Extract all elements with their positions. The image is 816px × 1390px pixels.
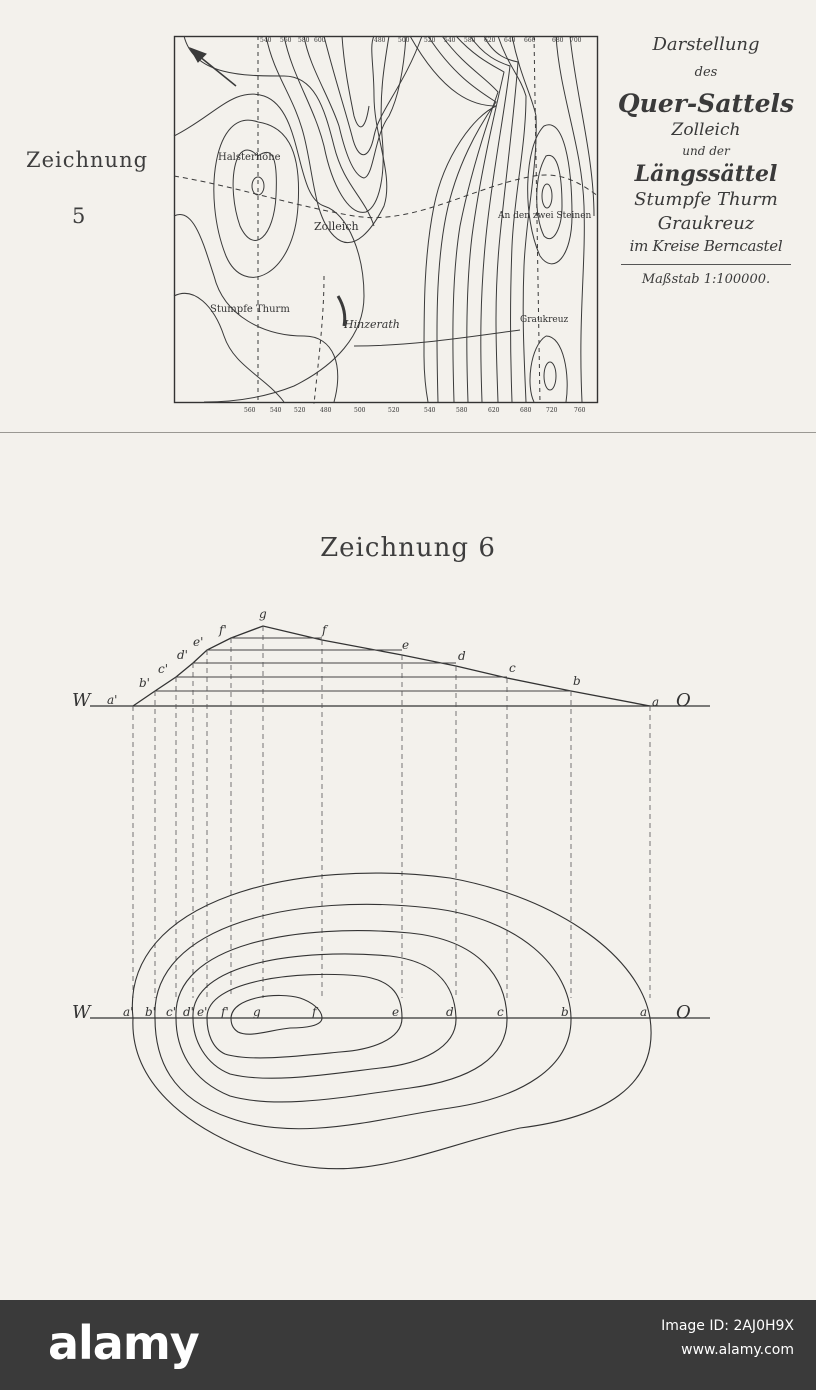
profile-point-label: f' bbox=[219, 623, 227, 637]
place-steinen: An den zwei Steinen bbox=[498, 211, 592, 221]
legend-line: Darstellung bbox=[652, 34, 760, 55]
image-id-text: Image ID: 2AJ0H9X bbox=[661, 1318, 794, 1334]
svg-text:560: 560 bbox=[244, 407, 256, 414]
legend-line: im Kreise Berncastel bbox=[629, 237, 783, 255]
profile-point-label: a bbox=[652, 695, 660, 709]
profile-point-label: e' bbox=[193, 635, 204, 649]
profile-point-label: b bbox=[573, 674, 581, 688]
contour-plan bbox=[132, 873, 651, 1169]
plan-point-label: c bbox=[497, 1005, 504, 1019]
svg-text:500: 500 bbox=[398, 37, 410, 44]
plan-point-label: e bbox=[392, 1005, 400, 1019]
plan-point-label: f bbox=[312, 1005, 317, 1019]
east-label: O bbox=[676, 1002, 691, 1023]
profile-point-label: f bbox=[322, 623, 327, 637]
svg-text:680: 680 bbox=[520, 407, 532, 414]
legend-line: Graukreuz bbox=[657, 213, 755, 234]
plan-point-label: d' bbox=[183, 1005, 194, 1019]
svg-text:480: 480 bbox=[374, 37, 386, 44]
svg-text:500: 500 bbox=[354, 407, 366, 414]
plan-point-label: b' bbox=[145, 1005, 156, 1019]
profile-point-label: e bbox=[402, 638, 410, 652]
svg-text:520: 520 bbox=[294, 407, 306, 414]
plan-point-label: d bbox=[446, 1005, 454, 1019]
contour-line bbox=[132, 873, 651, 1169]
place-graukreuz: Graukreuz bbox=[520, 315, 569, 325]
svg-text:580: 580 bbox=[456, 407, 468, 414]
svg-text:480: 480 bbox=[320, 407, 332, 414]
svg-text:580: 580 bbox=[298, 37, 310, 44]
legend-divider bbox=[621, 264, 791, 265]
plan-point-label: b bbox=[561, 1005, 569, 1019]
legend-line: des bbox=[694, 65, 718, 80]
profile-section bbox=[133, 626, 650, 706]
drawing5-label: Zeichnung bbox=[26, 148, 149, 172]
svg-text:580: 580 bbox=[464, 37, 476, 44]
profile-point-label: b' bbox=[139, 676, 150, 690]
svg-text:660: 660 bbox=[524, 37, 536, 44]
west-label: W bbox=[72, 690, 91, 711]
svg-text:700: 700 bbox=[570, 37, 582, 44]
profile-and-plan-drawing6 bbox=[0, 600, 816, 1290]
legend-title: Quer-Sattels bbox=[617, 89, 795, 118]
svg-text:520: 520 bbox=[424, 37, 436, 44]
profile-point-label: c' bbox=[158, 662, 169, 676]
west-label: W bbox=[72, 1002, 91, 1023]
svg-text:540: 540 bbox=[424, 407, 436, 414]
svg-text:620: 620 bbox=[484, 37, 496, 44]
svg-text:540: 540 bbox=[260, 37, 272, 44]
site-url: www.alamy.com bbox=[681, 1342, 794, 1358]
legend-block bbox=[596, 36, 816, 286]
place-zolleich: Zolleich bbox=[314, 220, 359, 233]
svg-text:600: 600 bbox=[314, 37, 326, 44]
drawing5-number: 5 bbox=[72, 204, 86, 228]
profile-point-label: d' bbox=[177, 648, 188, 662]
plan-point-label: f' bbox=[221, 1005, 229, 1019]
legend-scale: Maßstab 1:100000. bbox=[641, 272, 771, 287]
svg-text:680: 680 bbox=[552, 37, 564, 44]
place-halsterhohe: Halsterhöhe bbox=[218, 152, 281, 163]
svg-text:760: 760 bbox=[574, 407, 586, 414]
svg-text:560: 560 bbox=[280, 37, 292, 44]
legend-title: Längssättel bbox=[634, 161, 778, 187]
place-stumpfe-thurm: Stumpfe Thurm bbox=[210, 304, 290, 315]
contour-line bbox=[207, 974, 402, 1058]
contour-map-drawing5 bbox=[174, 36, 598, 414]
plan-point-label: a' bbox=[123, 1005, 134, 1019]
svg-text:540: 540 bbox=[270, 407, 282, 414]
plan-point-label: a bbox=[640, 1005, 648, 1019]
legend-line: und der bbox=[682, 144, 730, 158]
legend-line: Zolleich bbox=[671, 120, 741, 140]
plan-point-label: g bbox=[253, 1005, 261, 1019]
plan-point-label: c' bbox=[166, 1005, 177, 1019]
brand-logo: alamy bbox=[48, 1316, 199, 1370]
svg-text:720: 720 bbox=[546, 407, 558, 414]
plan-point-label: e' bbox=[197, 1005, 208, 1019]
drawing6-title: Zeichnung 6 bbox=[320, 533, 496, 563]
section-divider bbox=[0, 432, 816, 433]
profile-point-label: a' bbox=[107, 693, 118, 707]
svg-text:620: 620 bbox=[488, 407, 500, 414]
profile-point-label: c bbox=[509, 661, 516, 675]
svg-text:540: 540 bbox=[444, 37, 456, 44]
place-hinzerath: Hinzerath bbox=[344, 318, 400, 331]
profile-point-label: g bbox=[259, 607, 267, 621]
east-label: O bbox=[676, 690, 691, 711]
svg-text:520: 520 bbox=[388, 407, 400, 414]
profile-outline bbox=[133, 626, 650, 706]
legend-line: Stumpfe Thurm bbox=[634, 189, 778, 210]
profile-point-label: d bbox=[458, 649, 466, 663]
svg-text:640: 640 bbox=[504, 37, 516, 44]
contour-line bbox=[193, 954, 456, 1078]
contour-line bbox=[231, 995, 322, 1034]
